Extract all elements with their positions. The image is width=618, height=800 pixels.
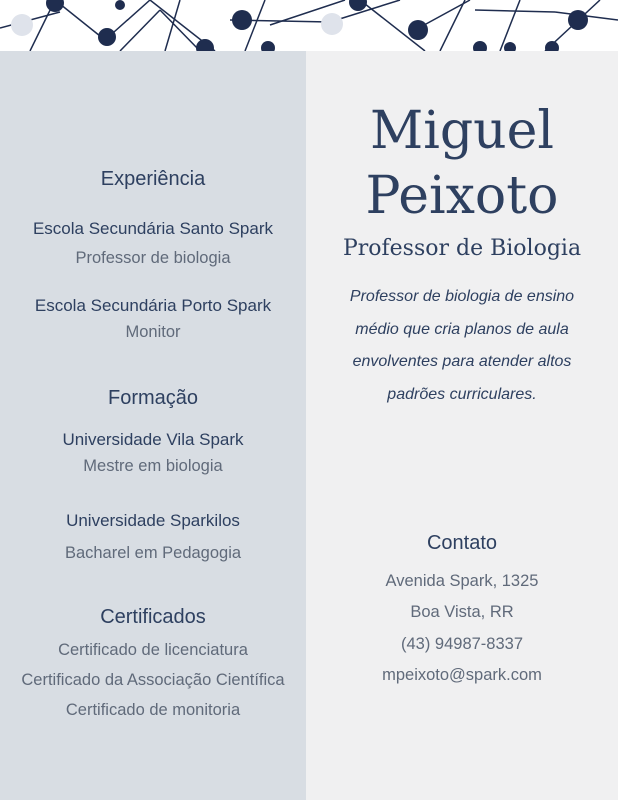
- experience-org-1: Escola Secundária Santo Spark: [32, 219, 274, 238]
- contact-email: mpeixoto@spark.com: [382, 666, 542, 684]
- education-degree-2: Bacharel em Pedagogia: [64, 544, 242, 562]
- experience-title-2: Monitor: [125, 323, 181, 341]
- branch-berry-pattern-icon: [0, 0, 618, 51]
- education-degree-1: Mestre em biologia: [83, 457, 223, 475]
- contact-heading: Contato: [426, 532, 498, 554]
- certificate-item-1: Certificado de licenciatura: [58, 641, 248, 659]
- experience-org-2: Escola Secundária Porto Spark: [34, 296, 272, 315]
- name-last: Peixoto: [365, 166, 559, 226]
- experience-heading: Experiência: [100, 168, 206, 190]
- summary-line-1: Professor de biologia de ensino: [349, 288, 575, 305]
- summary-line-3: envolventes para atender altos: [352, 353, 572, 370]
- contact-phone: (43) 94987-8337: [400, 635, 523, 653]
- header-banner: [0, 0, 618, 51]
- certificates-heading: Certificados: [100, 606, 206, 628]
- experience-title-1: Professor de biologia: [75, 249, 231, 267]
- summary-line-4: padrões curriculares.: [387, 386, 537, 403]
- name-first: Miguel: [369, 101, 555, 161]
- job-title: Professor de Biologia: [342, 236, 582, 261]
- certificate-item-2: Certificado da Associação Científica: [21, 671, 285, 689]
- contact-address: Avenida Spark, 1325: [385, 572, 539, 590]
- education-school-2: Universidade Sparkilos: [66, 511, 240, 530]
- education-heading: Formação: [107, 387, 199, 409]
- summary-line-2: médio que cria planos de aula: [355, 321, 569, 338]
- contact-city: Boa Vista, RR: [410, 603, 514, 621]
- left-sidebar: [0, 51, 306, 800]
- right-main: [306, 51, 618, 800]
- certificate-item-3: Certificado de monitoria: [65, 701, 241, 719]
- education-school-1: Universidade Vila Spark: [62, 430, 244, 449]
